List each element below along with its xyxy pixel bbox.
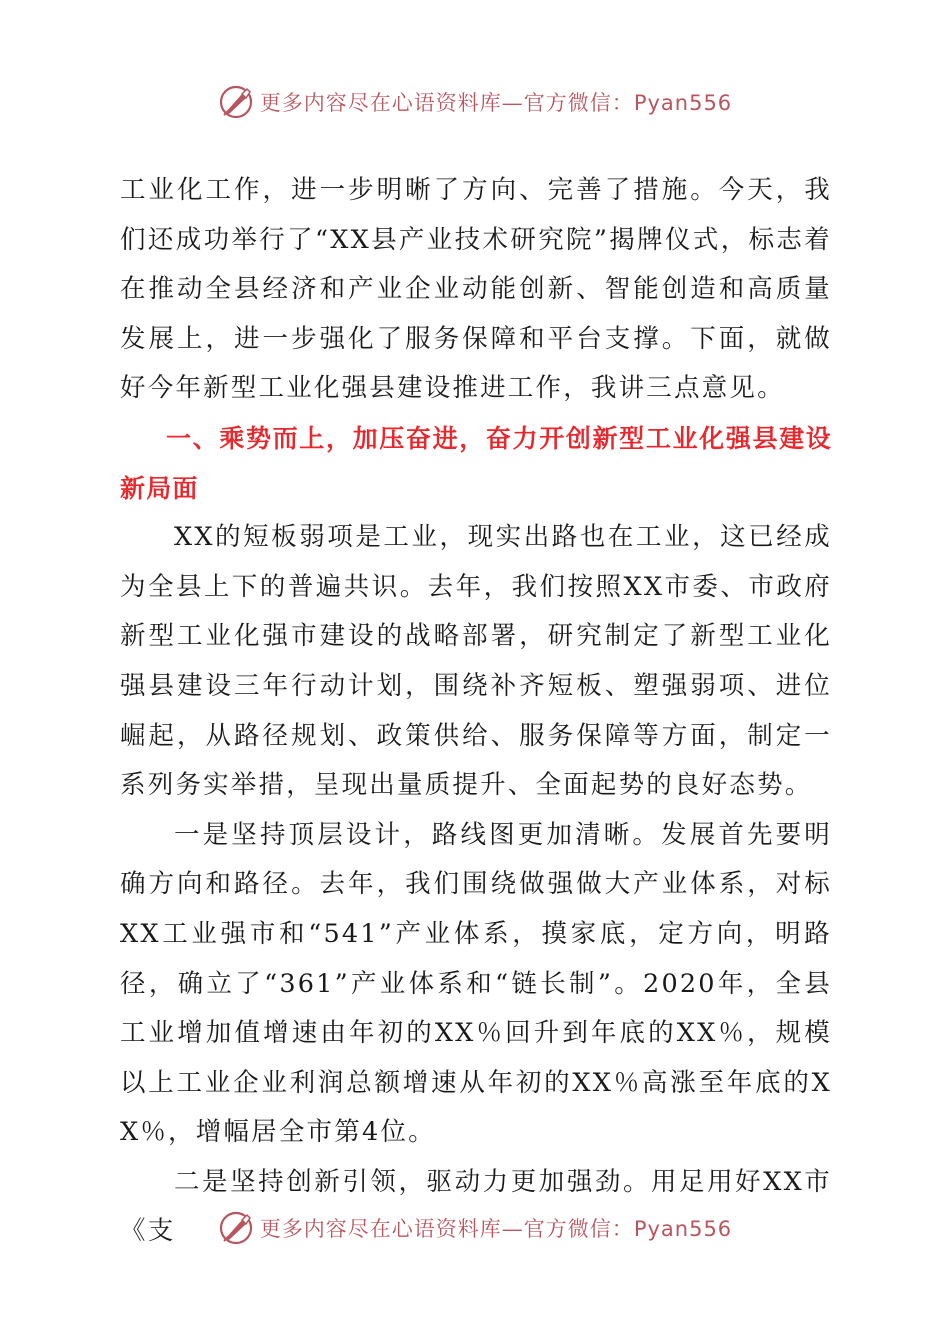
pen-nib-icon (218, 84, 254, 120)
paragraph-4: 二是坚持创新引领，驱动力更加强劲。用足用好XX市《支 (120, 1166, 832, 1247)
watermark-footer (0, 1210, 950, 1246)
paragraph-2: XX的短板弱项是工业，现实出路也在工业，这已经成为全县上下的普遍共识。去年，我们按照XX市委、市政府新型工业化强市建设的战略部署，研究制定了新型工业化强县建设三年行动计划，围绕补齐短板、塑强弱项、进位崛起，从路径规划、政策供给、服务保障等方面，制定一系列务实举措，呈现出量质提升、全面起势的良好态势。 (120, 522, 832, 801)
watermark-text: 更多内容尽在心语资料库—官方微信：Pyan556 (259, 1217, 733, 1241)
section-heading-1: 一、乘势而上，加压奋进，奋力开创新型工业化强县建设新局面 (120, 423, 832, 503)
watermark-header (0, 84, 950, 120)
paragraph-1: 工业化工作，进一步明晰了方向、完善了措施。今天，我们还成功举行了“XX县产业技术研究院”揭牌仪式，标志着在推动全县经济和产业企业动能创新、智能创造和高质量发展上，进一步强化了服务保障和平台支撑。下面，就做好今年新型工业化强县建设推进工作，我讲三点意见。 (120, 175, 832, 404)
document-body (120, 166, 832, 1257)
watermark-text: 更多内容尽在心语资料库—官方微信：Pyan556 (259, 91, 733, 115)
pen-nib-icon (218, 1210, 254, 1246)
paragraph-3: 一是坚持顶层设计，路线图更加清晰。发展首先要明确方向和路径。去年，我们围绕做强做大产业体系，对标XX工业强市和“541”产业体系，摸家底，定方向，明路径，确立了“361”产业体系和“链长制”。2020年，全县工业增加值增速由年初的XX％回升到年底的XX％，规模以上工业企业利润总额增速从年初的XX％高涨至年底的XX％，增幅居全市第4位。 (120, 819, 832, 1148)
